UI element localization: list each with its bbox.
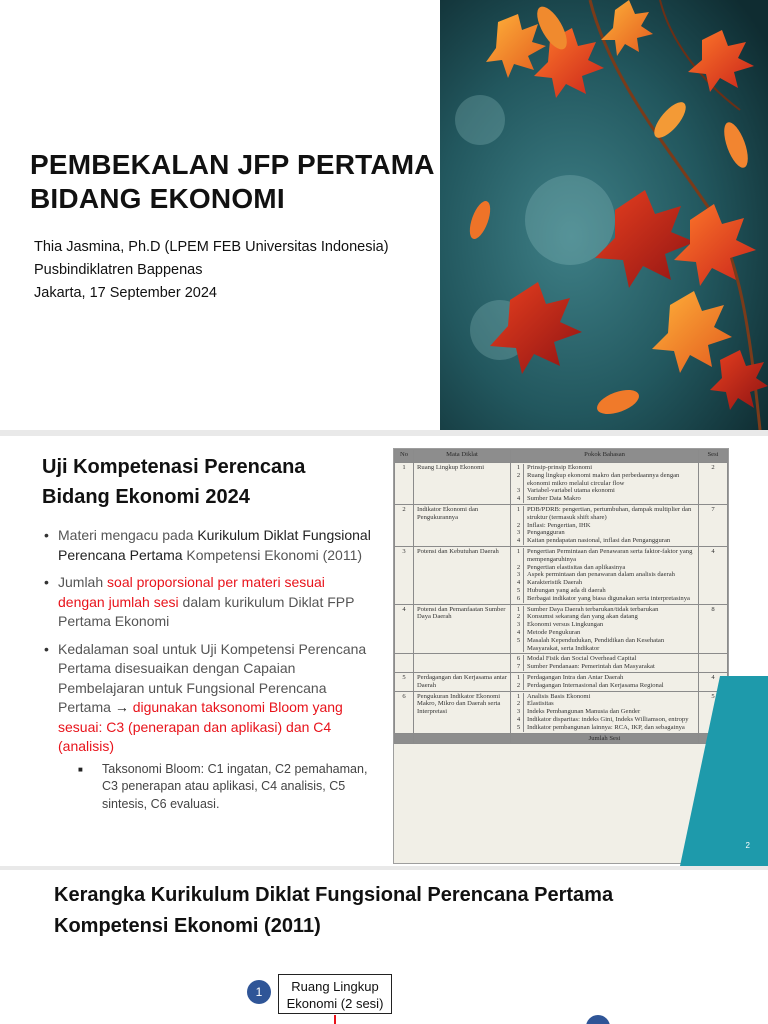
table-row bbox=[395, 604, 728, 654]
cell-no: 4 bbox=[395, 604, 414, 654]
pokok-item-number: 5 bbox=[514, 724, 524, 732]
pokok-item-number: 4 bbox=[514, 629, 524, 637]
pokok-item-number: 1 bbox=[514, 548, 524, 564]
table-row bbox=[395, 654, 728, 673]
pokok-item-number: 3 bbox=[514, 571, 524, 579]
bullet-emphasis: Kurikulum Diklat Fungsional Perencana Pertama bbox=[58, 527, 371, 563]
pokok-item-number: 4 bbox=[514, 579, 524, 587]
pokok-item-number: 1 bbox=[514, 606, 524, 614]
connector-line bbox=[334, 1015, 336, 1024]
footer-label: Jumlah Sesi bbox=[511, 733, 699, 744]
pokok-item bbox=[514, 682, 695, 690]
node-label-line-2: Ekonomi (2 sesi) bbox=[286, 996, 384, 1011]
pokok-item-number: 2 bbox=[514, 682, 524, 690]
col-header-no: No bbox=[395, 450, 414, 463]
footer-spacer bbox=[395, 733, 414, 744]
table-row bbox=[395, 672, 728, 691]
table-row bbox=[395, 691, 728, 733]
pokok-item bbox=[514, 655, 695, 663]
slide-title-line-1: Uji Kompetenasi Perencana bbox=[42, 456, 306, 478]
bullet-text: Jumlah bbox=[58, 574, 108, 590]
node-label-line-1: Ruang Lingkup bbox=[291, 979, 379, 994]
slide-title-line-1: Kerangka Kurikulum Diklat Fungsional Perencana Pertama bbox=[54, 884, 614, 906]
cell-mata-diklat: Indikator Ekonomi dan Pengukurannya bbox=[414, 504, 511, 546]
slide-title bbox=[54, 880, 734, 942]
pokok-item-text: Konsumsi sekarang dan yang akan datang bbox=[527, 613, 638, 621]
pokok-item bbox=[514, 663, 695, 671]
pokok-item-number: 7 bbox=[514, 663, 524, 671]
pokok-item-number: 2 bbox=[514, 472, 524, 488]
curriculum-table-image bbox=[393, 448, 729, 864]
pokok-item-number: 5 bbox=[514, 587, 524, 595]
pokok-item-text: Sumber Daya Daerah terbarukan/tidak terbarukan bbox=[527, 605, 659, 613]
autumn-leaves-image bbox=[440, 0, 768, 430]
pokok-item bbox=[514, 724, 695, 732]
pokok-item-text: Elastisitas bbox=[527, 700, 554, 708]
bullet-text: Kompetensi Ekonomi (2011) bbox=[182, 546, 363, 563]
pokok-item-number: 1 bbox=[514, 674, 524, 682]
pokok-item-text: Masalah Kependudukan, Pendidikan dan Kesehatan Masyarakat, serta Indikator bbox=[527, 636, 665, 652]
pokok-item bbox=[514, 613, 695, 621]
pokok-item bbox=[514, 621, 695, 629]
presentation-title bbox=[30, 148, 440, 216]
cell-mata-diklat: Perdagangan dan Kerjasama antar Daerah bbox=[414, 672, 511, 691]
cell-mata-diklat: Potensi dan Kebutuhan Daerah bbox=[414, 546, 511, 604]
pokok-item-number: 3 bbox=[514, 487, 524, 495]
bullet-highlight: digunakan taksonomi Bloom yang sesuai: C3 (penerapan dan aplikasi) dan C4 (analisis) bbox=[58, 699, 343, 754]
pokok-item-number: 1 bbox=[514, 464, 524, 472]
pokok-item-text: Perdagangan Internasional dan Kerjasama Regional bbox=[527, 681, 664, 689]
pokok-item-number: 6 bbox=[514, 655, 524, 663]
pokok-item-text: Variabel-variabel utama ekonomi bbox=[527, 487, 615, 495]
pokok-item bbox=[514, 472, 695, 488]
organizer-name: Pusbindiklatren Bappenas bbox=[34, 262, 203, 278]
pokok-item bbox=[514, 595, 695, 603]
pokok-item bbox=[514, 716, 695, 724]
pokok-item bbox=[514, 606, 695, 614]
slide-title-line-2: Kompetensi Ekonomi (2011) bbox=[54, 915, 321, 937]
curriculum-table bbox=[394, 449, 728, 744]
pokok-item-text: Aspek permintaan dan penawaran dalam analisis daerah bbox=[527, 571, 675, 579]
pokok-item-text: Pengertian Permintaan dan Penawaran serta faktor-faktor yang mempengaruhinya bbox=[527, 547, 693, 563]
pokok-item-number: 3 bbox=[514, 708, 524, 716]
pokok-item-number: 2 bbox=[514, 700, 524, 708]
cell-no: 2 bbox=[395, 504, 414, 546]
teal-accent-shape bbox=[720, 676, 768, 866]
pokok-item-text: PDB/PDRB: pengertian, pertumbuhan, dampak multiplier dan struktur (termasuk shift share) bbox=[527, 505, 692, 521]
cell-mata-diklat: Pengukuran Indikator Ekonomi Makro, Mikro dan Daerah serta Interpretasi bbox=[414, 691, 511, 733]
pokok-item-text: Sumber Data Makro bbox=[527, 495, 581, 503]
cell-mata-diklat bbox=[414, 654, 511, 673]
cell-sesi: 4 bbox=[699, 546, 728, 604]
cell-sesi bbox=[699, 654, 728, 673]
pokok-item bbox=[514, 674, 695, 682]
bullet-list bbox=[42, 526, 372, 821]
pokok-item-number: 2 bbox=[514, 564, 524, 572]
pokok-item bbox=[514, 708, 695, 716]
pokok-item bbox=[514, 464, 695, 472]
place-date: Jakarta, 17 September 2024 bbox=[34, 285, 217, 301]
content-slide-kerangka bbox=[0, 870, 768, 1024]
pokok-item-text: Perdagangan Intra dan Antar Daerah bbox=[527, 673, 624, 681]
pokok-item-text: Pengangguran bbox=[527, 529, 565, 537]
pokok-item-number: 4 bbox=[514, 537, 524, 545]
curriculum-node bbox=[278, 974, 392, 1014]
pokok-item bbox=[514, 548, 695, 564]
cell-pokok-bahasan bbox=[511, 654, 699, 673]
cell-pokok-bahasan bbox=[511, 546, 699, 604]
col-header-mata-diklat: Mata Diklat bbox=[414, 450, 511, 463]
pokok-item-text: Metode Pengukuran bbox=[527, 628, 581, 636]
bullet-item bbox=[42, 640, 372, 814]
pokok-item-text: Ruang lingkup ekonomi makro dan perbedaannya dengan ekonomi mikro melalui circular flow bbox=[527, 471, 680, 487]
pokok-item bbox=[514, 495, 695, 503]
cell-no: 5 bbox=[395, 672, 414, 691]
pokok-item-number: 1 bbox=[514, 693, 524, 701]
node-number-badge-partial bbox=[586, 1015, 610, 1024]
slide-title-line-2: Bidang Ekonomi 2024 bbox=[42, 486, 250, 508]
bullet-text: Materi mengacu pada bbox=[58, 527, 198, 543]
cell-mata-diklat: Potensi dan Pemanfaatan Sumber Daya Daerah bbox=[414, 604, 511, 654]
pokok-item bbox=[514, 587, 695, 595]
pokok-item-text: Pengertian elastisitas dan aplikasinya bbox=[527, 563, 626, 571]
bullet-item bbox=[42, 526, 372, 565]
cell-pokok-bahasan bbox=[511, 672, 699, 691]
sub-bullet-item: ■ Taksonomi Bloom: C1 ingatan, C2 pemahaman, C3 penerapan atau aplikasi, C4 analisis, C5 sintesis, C6 evaluasi. bbox=[58, 761, 372, 814]
bullet-text: Kedalaman soal untuk Uji Kompetensi Perencana Pertama disesuaikan dengan Capaian Pembelajaran untuk Fungsional Perencana Pertama bbox=[58, 640, 367, 715]
presenter-name: Thia Jasmina, Ph.D (LPEM FEB Universitas Indonesia) bbox=[34, 239, 389, 255]
pokok-item-number: 4 bbox=[514, 716, 524, 724]
pokok-item-text: Berbagai indikator yang biasa digunakan serta interpretasinya bbox=[527, 594, 690, 602]
pokok-item-text: Prinsip-prinsip Ekonomi bbox=[527, 464, 593, 471]
pokok-item-text: Hubungan yang ada di daerah bbox=[527, 586, 606, 594]
cell-pokok-bahasan bbox=[511, 604, 699, 654]
pokok-item bbox=[514, 487, 695, 495]
cell-no: 6 bbox=[395, 691, 414, 733]
pokok-item-text: Sumber Pendanaan: Pemerintah dan Masyarakat bbox=[527, 663, 655, 671]
pokok-item-text: Karakteristik Daerah bbox=[527, 579, 583, 587]
arrow-icon: → bbox=[114, 699, 129, 715]
page-number: 2 bbox=[745, 841, 750, 850]
pokok-item-number: 6 bbox=[514, 595, 524, 603]
cell-pokok-bahasan bbox=[511, 463, 699, 505]
col-header-sesi: Sesi bbox=[699, 450, 728, 463]
pokok-item bbox=[514, 537, 695, 545]
cell-no bbox=[395, 654, 414, 673]
pokok-item-text: Indikator pembangunan lainnya: RCA, IKP, dan sebagainya bbox=[527, 723, 685, 731]
cell-no: 3 bbox=[395, 546, 414, 604]
pokok-item bbox=[514, 529, 695, 537]
pokok-item-text: Ekonomi versus Lingkungan bbox=[527, 621, 604, 629]
node-number-badge: 1 bbox=[247, 980, 271, 1004]
table-row bbox=[395, 546, 728, 604]
cell-sesi: 8 bbox=[699, 604, 728, 654]
pokok-item-number: 4 bbox=[514, 495, 524, 503]
pokok-item bbox=[514, 579, 695, 587]
pokok-item-text: Inflasi: Pengertian, IHK bbox=[527, 521, 591, 529]
cell-sesi: 2 bbox=[699, 463, 728, 505]
bullet-text: dalam kurikulum Diklat FPP Pertama Ekonomi bbox=[58, 593, 355, 629]
footer-spacer bbox=[414, 733, 511, 744]
pokok-item bbox=[514, 571, 695, 579]
title-line-1: PEMBEKALAN JFP PERTAMA bbox=[30, 149, 435, 180]
slide-title bbox=[42, 452, 372, 512]
cell-no: 1 bbox=[395, 463, 414, 505]
pokok-item bbox=[514, 522, 695, 530]
pokok-item-number: 3 bbox=[514, 529, 524, 537]
presenter-info bbox=[34, 236, 434, 305]
bullet-item bbox=[42, 573, 372, 632]
table-row bbox=[395, 463, 728, 505]
table-row bbox=[395, 504, 728, 546]
pokok-item-text: Analisis Basis Ekonomi bbox=[527, 692, 591, 700]
title-line-2: BIDANG EKONOMI bbox=[30, 183, 285, 214]
cell-pokok-bahasan bbox=[511, 504, 699, 546]
pokok-item bbox=[514, 506, 695, 522]
pokok-item-number: 1 bbox=[514, 506, 524, 522]
cell-mata-diklat: Ruang Lingkup Ekonomi bbox=[414, 463, 511, 505]
cell-sesi: 7 bbox=[699, 504, 728, 546]
pokok-item-number: 2 bbox=[514, 613, 524, 621]
title-slide bbox=[0, 0, 768, 430]
pokok-item-number: 2 bbox=[514, 522, 524, 530]
pokok-item-text: Indikator disparitas: indeks Gini, Indeks Williamson, entropy bbox=[527, 715, 689, 723]
pokok-item-text: Indeks Pembangunan Manusia dan Gender bbox=[527, 708, 641, 716]
pokok-item-text: Modal Fisik dan Social Overhead Capital bbox=[527, 655, 637, 663]
pokok-item-number: 3 bbox=[514, 621, 524, 629]
pokok-item-number: 5 bbox=[514, 637, 524, 653]
pokok-item bbox=[514, 629, 695, 637]
pokok-item-text: Kaitan pendapatan nasional, inflasi dan Pengangguran bbox=[527, 537, 671, 545]
pokok-item bbox=[514, 693, 695, 701]
cell-pokok-bahasan bbox=[511, 691, 699, 733]
col-header-pokok-bahasan: Pokok Bahasan bbox=[511, 450, 699, 463]
content-slide-uji-kompetensi bbox=[0, 436, 768, 866]
pokok-item bbox=[514, 700, 695, 708]
bullet-highlight: soal proporsional per materi sesuai dengan jumlah sesi bbox=[58, 574, 325, 610]
pokok-item bbox=[514, 637, 695, 653]
pokok-item bbox=[514, 564, 695, 572]
